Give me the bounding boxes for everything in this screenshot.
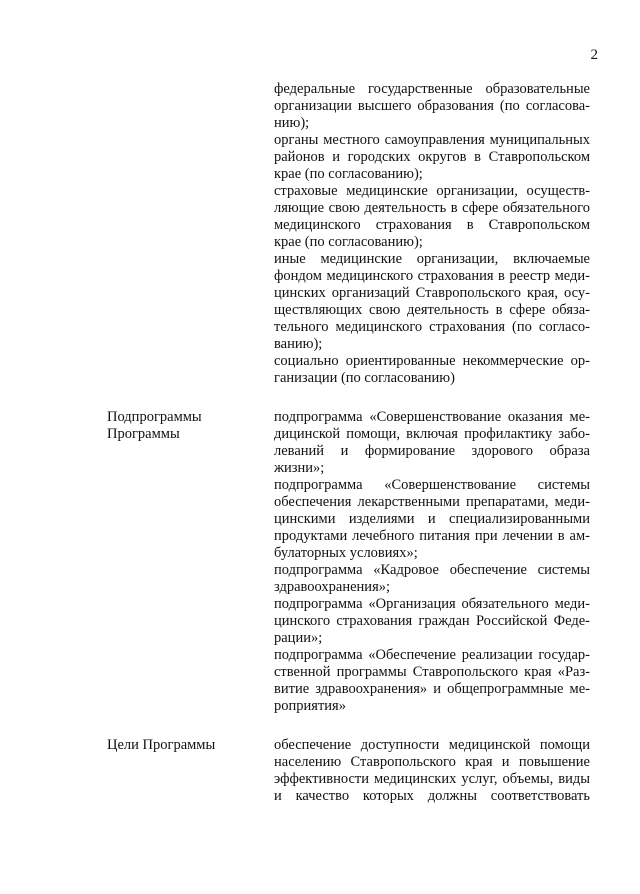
text-line: организации высшего образования (по согласова- — [274, 98, 590, 114]
text-line: обеспечения лекарственными препаратами, меди- — [274, 494, 590, 510]
text-line: здравоохранения»; — [274, 579, 391, 595]
text-line: цинского страхования граждан Российской Феде- — [274, 613, 590, 629]
text-line: медицинского страхования в Ставропольском — [274, 217, 590, 233]
text-line: жизни»; — [274, 460, 325, 476]
row-content — [274, 737, 590, 805]
text-line: подпрограмма «Кадровое обеспечение системы — [274, 562, 590, 578]
text-line: крае (по согласованию); — [274, 166, 423, 182]
text-line: ванию); — [274, 336, 323, 352]
row-label-line: Подпрограммы — [107, 409, 202, 425]
row-label-line: Цели Программы — [107, 737, 216, 753]
text-line: подпрограмма «Организация обязательного меди- — [274, 596, 590, 612]
text-line: и качество которых должны соответствовать — [274, 788, 590, 804]
row-label — [107, 737, 257, 754]
text-line: ганизации (по согласованию) — [274, 370, 455, 386]
text-line: федеральные государственные образовательные — [274, 81, 590, 97]
text-line: леваний и формирование здорового образа — [274, 443, 590, 459]
text-line: подпрограмма «Совершенствование оказания ме- — [274, 409, 590, 425]
text-line: подпрограмма «Совершенствование системы — [274, 477, 590, 493]
text-line: продуктами лечебного питания при лечении в ам- — [274, 528, 590, 544]
text-line: витие здравоохранения» и общепрограммные ме- — [274, 681, 590, 697]
text-line: рации»; — [274, 630, 323, 646]
page-number: 2 — [590, 47, 598, 63]
text-line: иные медицинские организации, включаемые — [274, 251, 590, 267]
text-line: ляющие свою деятельность в сфере обязательного — [274, 200, 590, 216]
text-line: социально ориентированные некоммерческие ор- — [274, 353, 590, 369]
row-content — [274, 81, 590, 387]
text-line: ственной программы Ставропольского края «Раз- — [274, 664, 590, 680]
text-line: дицинской помощи, включая профилактику забо- — [274, 426, 590, 442]
text-line: органы местного самоуправления муниципальных — [274, 132, 590, 148]
text-line: крае (по согласованию); — [274, 234, 423, 250]
text-line: булаторных условиях»; — [274, 545, 418, 561]
text-line: районов и городских округов в Ставропольском — [274, 149, 590, 165]
text-line: нию); — [274, 115, 310, 131]
text-line: фондом медицинского страхования в реестр меди- — [274, 268, 590, 284]
text-line: подпрограмма «Обеспечение реализации государ- — [274, 647, 590, 663]
text-line: страховые медицинские организации, осуществ- — [274, 183, 590, 199]
row-content — [274, 409, 590, 715]
text-line: цинскими изделиями и специализированными — [274, 511, 590, 527]
text-line: эффективности медицинских услуг, объемы, виды — [274, 771, 590, 787]
text-line: роприятия» — [274, 698, 346, 714]
row-label — [107, 409, 257, 443]
text-line: населению Ставропольского края и повышение — [274, 754, 590, 770]
text-line: цинских организаций Ставропольского края, осу- — [274, 285, 590, 301]
text-line: ществляющих свою деятельность в сфере обяза- — [274, 302, 590, 318]
text-line: тельного медицинского страхования (по согласо- — [274, 319, 590, 335]
row-label-line: Программы — [107, 426, 180, 442]
text-line: обеспечение доступности медицинской помощи — [274, 737, 590, 753]
